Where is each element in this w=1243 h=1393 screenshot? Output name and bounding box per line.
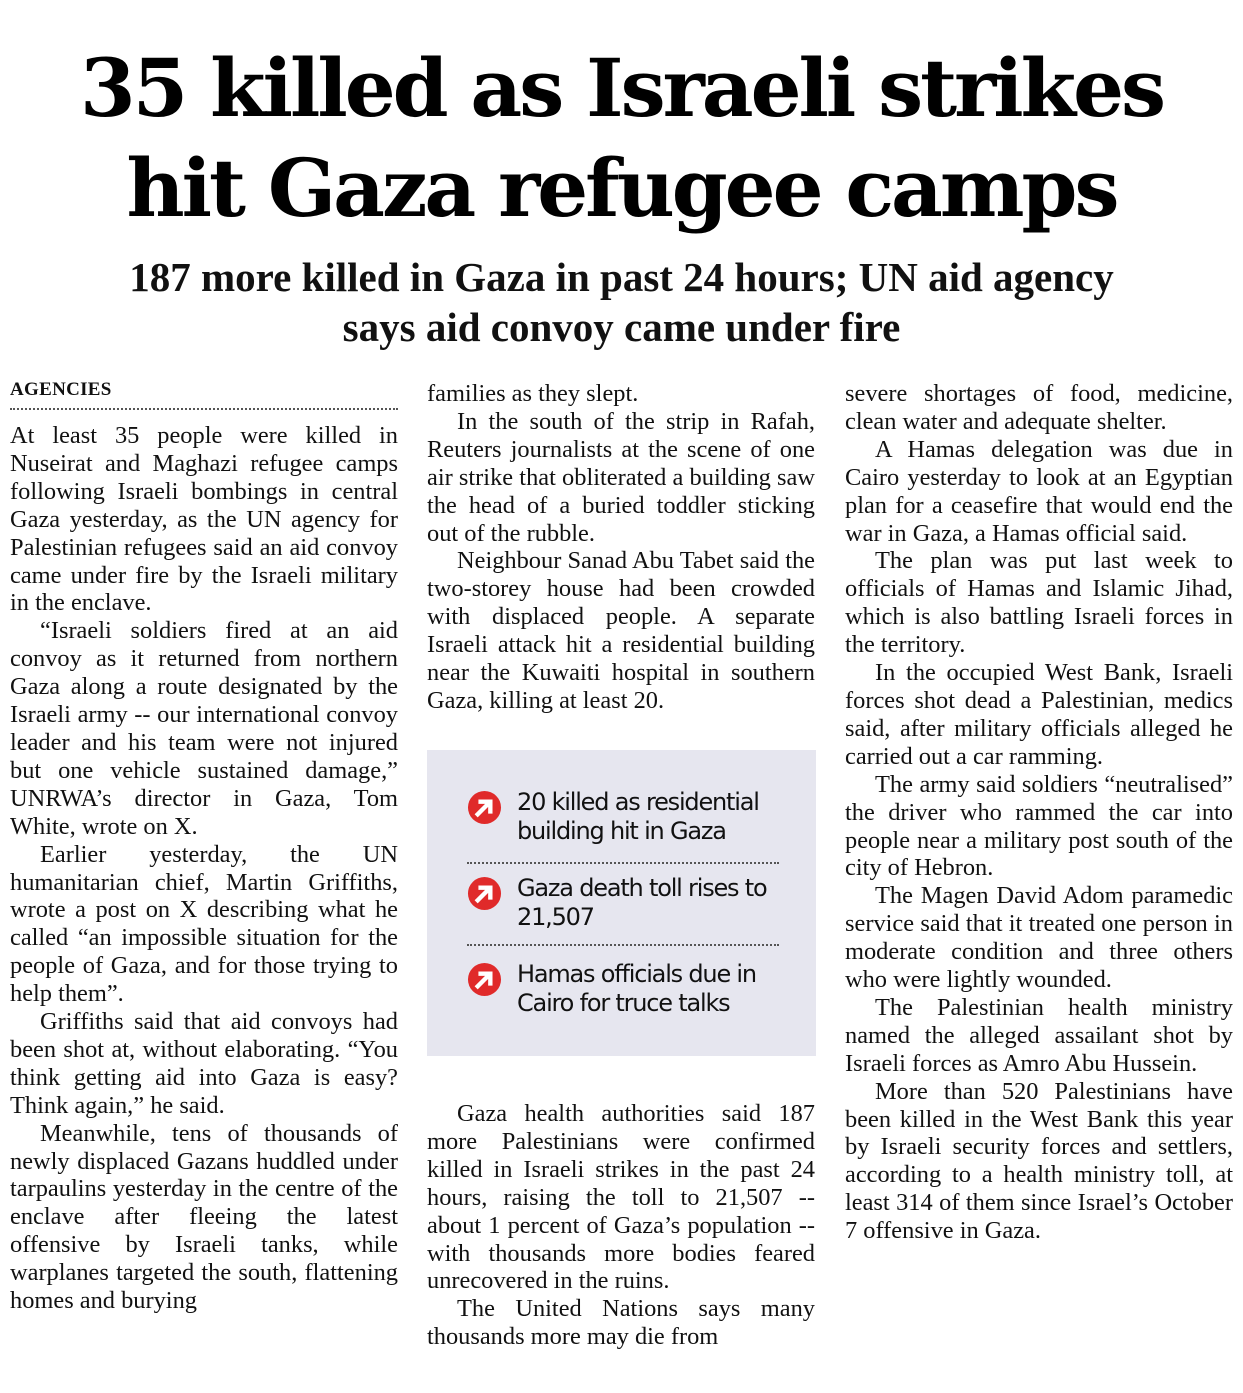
paragraph: The Palestinian health ministry named the alleged assailant shot by Israeli forces as Amro Abu Hussein. xyxy=(845,993,1233,1077)
key-point-text: Hamas officials due in Cairo for truce talks xyxy=(517,960,756,1017)
divider xyxy=(467,944,779,946)
article-column-2-bottom xyxy=(427,1100,815,1351)
arrow-up-right-icon xyxy=(467,876,502,911)
key-point-text: 20 killed as residential building hit in Gaza xyxy=(517,788,759,845)
byline: AGENCIES xyxy=(10,380,398,410)
paragraph: In the occupied West Bank, Israeli forces shot dead a Palestinian, medics said, after military officials alleged he carried out a car ramming. xyxy=(845,659,1233,770)
article-column-1 xyxy=(10,380,398,1315)
paragraph: “Israeli soldiers fired at an aid convoy as it returned from northern Gaza along a route designated by the Israeli army -- our international convoy leader and his team were not injured but one vehicle sustained damage,” UNRWA’s director in Gaza, Tom White, wrote on X. xyxy=(10,617,398,840)
headline xyxy=(0,38,1243,238)
paragraph: The Magen David Adom paramedic service said that it treated one person in moderate condition and three others who were lightly wounded. xyxy=(845,882,1233,994)
arrow-up-right-icon xyxy=(467,790,502,825)
arrow-up-right-icon xyxy=(467,962,502,997)
paragraph: Gaza health authorities said 187 more Palestinians were confirmed killed in Israeli strikes in the past 24 hours, raising the toll to 21,507 -- about 1 percent of Gaza’s population -- with thousands more bodies feared unrecovered in the ruins. xyxy=(427,1100,815,1295)
paragraph: The United Nations says many thousands more may die from xyxy=(427,1295,815,1351)
key-points-box xyxy=(427,750,816,1056)
paragraph: Earlier yesterday, the UN humanitarian chief, Martin Griffiths, wrote a post on X describing what he called “an impossible situation for the people of Gaza, and for those trying to help them”. xyxy=(10,840,398,1008)
paragraph: Neighbour Sanad Abu Tabet said the two-storey house had been crowded with displaced people. A separate Israeli attack hit a residential building near the Kuwaiti hospital in southern Gaza, killing at least 20. xyxy=(427,547,815,714)
paragraph: A Hamas delegation was due in Cairo yesterday to look at an Egyptian plan for a ceasefire that would end the war in Gaza, a Hamas official said. xyxy=(845,435,1233,547)
subheadline-line-2: says aid convoy came under fire xyxy=(342,304,901,350)
article-column-3 xyxy=(845,380,1233,1245)
key-point xyxy=(467,874,779,932)
headline-line-2: hit Gaza refugee camps xyxy=(126,141,1117,235)
paragraph: Meanwhile, tens of thousands of newly displaced Gazans huddled under tarpaulins yesterday in the centre of the enclave after fleeing the latest offensive by Israeli tanks, while warplanes targeted the south, flattening homes and burying xyxy=(10,1119,398,1315)
subheadline xyxy=(0,252,1243,352)
headline-line-1: 35 killed as Israeli strikes xyxy=(79,41,1164,135)
paragraph: Griffiths said that aid convoys had been shot at, without elaborating. “You think getting aid into Gaza is easy? Think again,” he said. xyxy=(10,1008,398,1119)
paragraph: families as they slept. xyxy=(427,380,639,407)
paragraph: severe shortages of food, medicine, clean water and adequate shelter. xyxy=(845,380,1233,435)
key-point xyxy=(467,960,779,1018)
paragraph: The army said soldiers “neutralised” the driver who rammed the car into people near a military post south of the city of Hebron. xyxy=(845,770,1233,882)
paragraph: The plan was put last week to officials of Hamas and Islamic Jihad, which is also battling Israeli forces in the territory. xyxy=(845,547,1233,659)
key-point xyxy=(467,788,779,846)
paragraph: At least 35 people were killed in Nuseirat and Maghazi refugee camps following Israeli bombings in central Gaza yesterday, as the UN agency for Palestinian refugees said an aid convoy came under fire by the Israeli military in the enclave. xyxy=(10,422,398,617)
key-point-text: Gaza death toll rises to 21,507 xyxy=(517,874,767,931)
paragraph: More than 520 Palestinians have been killed in the West Bank this year by Israeli security forces and settlers, according to a health ministry toll, at least 314 of them since Israel’s October 7 offensive in Gaza. xyxy=(845,1077,1233,1245)
subheadline-line-1: 187 more killed in Gaza in past 24 hours; UN aid agency xyxy=(129,254,1114,300)
article-column-2-top xyxy=(427,380,815,715)
paragraph: In the south of the strip in Rafah, Reuters journalists at the scene of one air strike that obliterated a building saw the head of a buried toddler sticking out of the rubble. xyxy=(427,407,815,547)
divider xyxy=(467,862,779,864)
